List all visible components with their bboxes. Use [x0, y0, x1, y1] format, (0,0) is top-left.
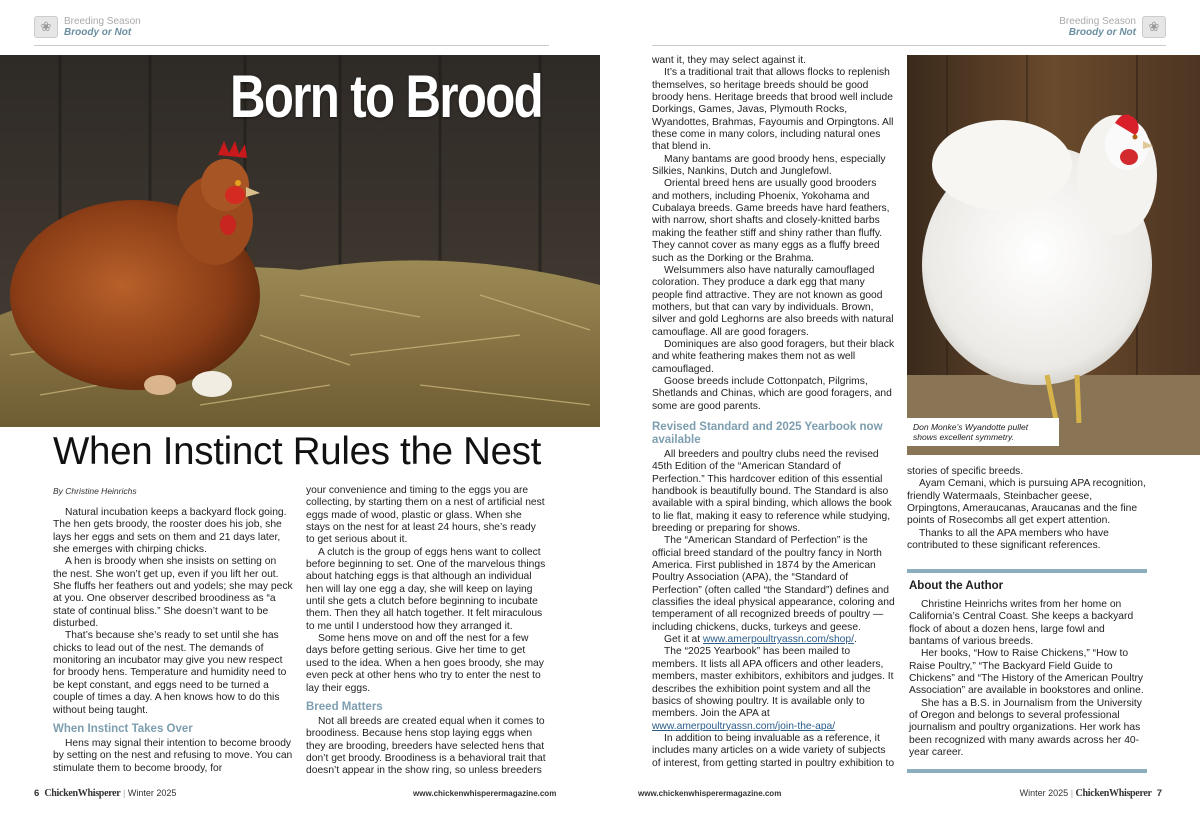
magazine-brand: ChickenWhisperer [1075, 788, 1152, 799]
about-body [909, 599, 1147, 759]
section-heading: Breed Matters [306, 700, 383, 713]
header-subsection: Broody or Not [1068, 27, 1136, 38]
header-left [64, 16, 141, 38]
paragraph: The “American Standard of Perfection” is the official breed standard of the poultry fancy in North America. First published in 1874 by the American Poultry Association (APA), the “Standard of Perfection” (often called “the Standard”) defines and classifies the ideal physical appearance, coloring and temperament of all recognized breeds of poultry — including chickens, ducks, turkeys and geese. [652, 535, 895, 633]
paragraph: In addition to being invaluable as a reference, it includes many articles on a wide variety of subjects of interest, from getting started in poultry exhibition to [652, 732, 895, 769]
issue-label: Winter 2025 [127, 788, 177, 798]
page-number: 7 [1156, 788, 1162, 799]
white-hen-photo [907, 55, 1200, 455]
yearbook-text: The “2025 Yearbook” has been mailed to members. It lists all APA officers and other leaders, members, master exhibitors, exhibitors and judges. It describes the exhibition point system and all the basics of showing poultry. It is available only to members. Join the APA at [652, 646, 894, 720]
header-subsection: Broody or Not [64, 27, 132, 38]
paragraph: She has a B.S. in Journalism from the University of Oregon and belongs to several professional journalism and poultry organizations. Her work has been recognized with many awards across her 40-year career. [909, 697, 1142, 759]
header-section: Breeding Season [64, 16, 141, 27]
column-4 [907, 466, 1147, 552]
footer-url-right[interactable]: www.chickenwhisperermagazine.com [638, 789, 782, 798]
paragraph: Welsummers also have naturally camouflaged coloration. They produce a dark egg that many people find attractive. They are not known as good mothers, but that can vary by individuals. Brown, silver and gold Leghorns are also breeds with natural camouflage. All are good foragers. [652, 264, 894, 338]
paragraph: Many bantams are good broody hens, especially Silkies, Nankins, Dutch and Junglefowl. [652, 153, 886, 178]
column-3 [652, 55, 896, 770]
header-rule-left [34, 45, 549, 46]
footer-url-left[interactable]: www.chickenwhisperermagazine.com [413, 789, 557, 798]
get-it-text: Get it at [664, 634, 703, 646]
about-top-bar [907, 569, 1147, 573]
paragraph: Not all breeds are created equal when it comes to broodiness. Because hens stop laying eggs when they are brooding, breeders have selected hens that don’t get broody. Broodiness is a behavioral trait that doesn’t appear in the show ring, so unless breeders [306, 715, 546, 777]
paragraph: Oriental breed hens are usually good brooders and mothers, including Phoenix, Yokohama and Cubalaya breeds. Game breeds have hard feathers, with narrow, short shafts and closely-knitted barbs making the feather stiff and shiny rather than fluffy. They cannot cover as many eggs as a fluffy breed such as the Dorking or the Brahma. [652, 178, 890, 264]
article-title: Born to Brood [230, 63, 543, 130]
rooster-logo-icon: ❀ [34, 16, 58, 38]
paragraph: Some hens move on and off the nest for a few days before getting serious. Give her time to get used to the idea. When a hen goes broody, she may even peck at other hens who try to enter the nest to lay their eggs. [306, 633, 544, 694]
paragraph: stories of specific breeds. [907, 466, 1024, 477]
article-subtitle: When Instinct Rules the Nest [53, 430, 542, 473]
paragraph: That’s because she’s ready to set until she has chicks to lead out of the nest. The demands of monitoring an incubator may give you new respect for broody hens. Temperature and humidity need to be kept constant, and eggs need to be turned a couple of times a day. A hen knows how to do this without being taught. [53, 630, 287, 716]
paragraph: Natural incubation keeps a backyard flock going. The hen gets broody, the rooster does his job, she lays her eggs and sets on them and 21 days later, she emerges with chirping chicks. [53, 507, 287, 556]
header-right [1059, 16, 1136, 38]
paragraph: It’s a traditional trait that allows flocks to replenish themselves, so heritage breeds should be good broody hens. Heritage breeds that brood well include Dorkings, Games, Javas, Plymouth Rocks, Wyandottes, Brahmas, Fayoumis and Orpingtons. All these come in many colors, including natural ones that blend in. [652, 67, 894, 153]
paragraph: want it, they may select against it. [652, 55, 806, 66]
footer-left: 6 ChickenWhisperer | Winter 2025 [34, 788, 177, 799]
paragraph: your convenience and timing to the eggs you are collecting, by starting them on a nest of artificial nest eggs made of wood, plastic or glass. When she stays on the nest for at least 24 hours, she’s ready to get serious about it. [306, 485, 545, 546]
paragraph: Hens may signal their intention to become broody by setting on the nest and refusing to move. You can stimulate them to become broody, for [53, 737, 293, 774]
rooster-logo-icon: ❀ [1142, 16, 1166, 38]
column-2 [306, 485, 546, 778]
paragraph: All breeders and poultry clubs need the revised 45th Edition of the “American Standard of Perfection.” This hardcover edition of this essential handbook is beautifully bound. The Standard is also available with a spiral binding, which allows the book to lie flat, making it easy to reference while studying, breeding or preparing for shows. [652, 448, 892, 535]
punctuation: . [854, 634, 857, 646]
paragraph: A hen is broody when she insists on setting on the nest. She won’t get up, even if you lift her out. She fluffs her feathers out and yodels; she may peck at you. One observer described broodiness as “a state of continual bliss.” She doesn’t want to be disturbed. [53, 556, 293, 630]
paragraph: Her books, “How to Raise Chickens,” “How to Raise Poultry,” “The Backyard Field Guide to Chickens” and “The History of the American Poultry Association” are available in bookstores and online. [909, 648, 1144, 697]
paragraph: Goose breeds include Cottonpatch, Pilgrims, Shetlands and Chinas, which are good foragers, and some are good parents. [652, 375, 892, 412]
paragraph [652, 634, 896, 646]
section-heading: When Instinct Takes Over [53, 722, 193, 735]
header-section: Breeding Season [1059, 16, 1136, 27]
paragraph: Ayam Cemani, which is pursuing APA recognition, friendly Watermaals, Steinbacher geese, Orpingtons, Ameraucanas, Araucanas and the fine points of Rosecombs all get expert attention. [907, 478, 1146, 527]
paragraph: Dominiques are also good foragers, but their black and white feathering makes them not as well camouflaged. [652, 338, 895, 375]
footer-right: Winter 2025 | ChickenWhisperer 7 [1019, 788, 1162, 799]
magazine-brand: ChickenWhisperer [44, 788, 121, 799]
join-link[interactable]: www.amerpoultryassn.com/join-the-apa/ [652, 720, 836, 732]
paragraph [652, 646, 896, 732]
page-number: 6 [34, 788, 40, 799]
header-rule-right [652, 45, 1166, 46]
issue-label: Winter 2025 [1019, 788, 1069, 798]
section-heading: Revised Standard and 2025 Yearbook now available [652, 420, 883, 446]
shop-link[interactable]: www.amerpoultryassn.com/shop/ [702, 634, 855, 646]
about-bottom-bar [907, 769, 1147, 773]
column-1 [53, 507, 293, 775]
paragraph: Christine Heinrichs writes from her home on California’s Central Coast. She keeps a backyard flock of about a dozen hens, large fowl and bantams of various breeds. [909, 599, 1134, 648]
byline: By Christine Heinrichs [53, 486, 137, 496]
photo-caption: Don Monke’s Wyandotte pullet shows excellent symmetry. [907, 418, 1059, 446]
paragraph: Thanks to all the APA members who have contributed to these significant references. [907, 527, 1109, 552]
about-heading: About the Author [909, 580, 1004, 592]
paragraph: A clutch is the group of eggs hens want to collect before beginning to set. One of the marvelous things about hatching eggs is that although an individual hen will lay one egg a day, she will keep on laying until she gets a clutch before beginning to incubate them. Then they all hatch together. It felt miraculous to me until I understood how they arranged it. [306, 546, 546, 632]
